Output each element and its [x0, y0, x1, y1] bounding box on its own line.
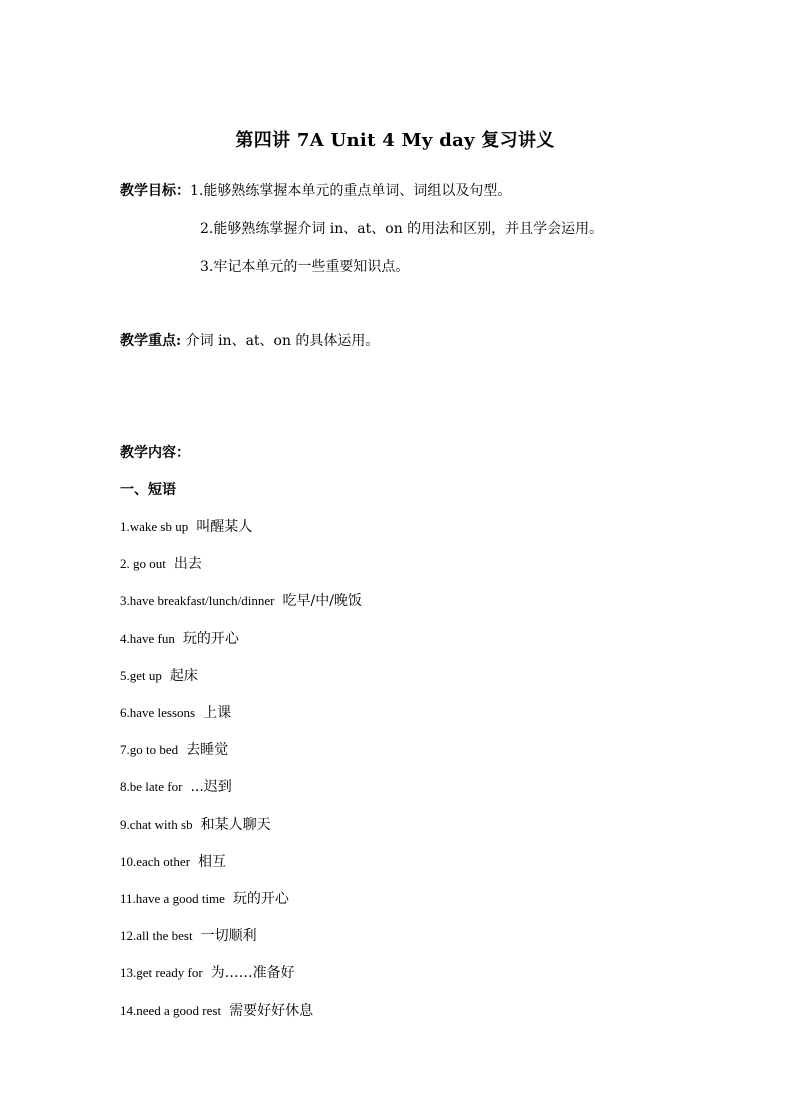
phrase-chinese: 叫醒某人: [196, 519, 253, 535]
phrase-english: 4.have fun: [120, 630, 175, 646]
content-label: 教学内容：: [120, 445, 190, 461]
phrase-item: [120, 964, 295, 982]
objective-item: 3.牢记本单元的一些重要知识点。: [200, 259, 410, 275]
phrase-item: [120, 518, 252, 536]
page-title: 第四讲 7A Unit 4 My day 复习讲义: [235, 130, 555, 151]
objectives-label: 教学目标：: [120, 183, 190, 199]
phrase-english: 3.have breakfast/lunch/dinner: [120, 593, 275, 609]
objective-line-2: [200, 220, 603, 238]
phrase-chinese: 去睡觉: [186, 742, 229, 759]
phrase-item: [120, 927, 257, 945]
phrase-chinese: 吃早/中/晚饭: [282, 593, 362, 610]
phrase-english: 12.all the best: [120, 928, 193, 944]
phrase-english: 5.get up: [120, 667, 162, 683]
phrase-english: 7.go to bed: [120, 742, 179, 758]
phrase-chinese: 出去: [173, 556, 202, 573]
objective-line-3: [200, 258, 409, 276]
phrase-english: 11.have a good time: [120, 891, 225, 906]
phrase-english: 14.need a good rest: [120, 1002, 222, 1018]
phrase-chinese: ...迟到: [190, 779, 232, 796]
phrase-chinese: 玩的开心: [232, 891, 289, 907]
objective-item: 1.能够熟练掌握本单元的重点单词、词组以及句型。: [190, 183, 512, 199]
phrase-chinese: 玩的开心: [182, 630, 239, 647]
focus-label: 教学重点:: [120, 333, 182, 349]
phrase-chinese: 需要好好休息: [229, 1002, 314, 1019]
focus-text: 介词 in、at、on 的具体运用。: [185, 333, 380, 349]
phrase-english: 1.wake sb up: [120, 519, 189, 534]
phrase-chinese: 相互: [198, 853, 227, 870]
phrase-chinese: 和某人聊天: [200, 816, 271, 833]
phrase-item: [120, 704, 231, 722]
phrase-chinese: 上课: [203, 705, 232, 721]
phrase-item: [120, 778, 232, 796]
phrase-chinese: 一切顺利: [200, 928, 257, 945]
phrase-english: 10.each other: [120, 853, 191, 869]
phrase-item: [120, 1002, 313, 1020]
phrase-english: 13.get ready for: [120, 965, 203, 981]
phrase-item: [120, 816, 271, 834]
focus-line: [120, 332, 379, 350]
phrase-english: 8.be late for: [120, 779, 183, 795]
phrase-item: [120, 853, 226, 871]
phrase-item: [120, 741, 228, 759]
phrase-item: [120, 890, 289, 908]
phrase-english: 2. go out: [120, 556, 166, 572]
phrase-item: [120, 555, 202, 573]
objective-line-1: [120, 182, 511, 200]
objective-item: 2.能够熟练掌握介词 in、at、on 的用法和区别，并且学会运用。: [200, 221, 604, 237]
phrase-item: [120, 667, 198, 685]
phrase-chinese: 起床: [169, 667, 198, 684]
phrase-chinese: 为……准备好: [210, 965, 295, 982]
phrase-english: 6.have lessons: [120, 705, 196, 720]
phrase-item: [120, 592, 362, 610]
phrase-english: 9.chat with sb: [120, 816, 193, 832]
phrase-item: [120, 630, 239, 648]
section-title: 一、短语: [120, 482, 176, 498]
